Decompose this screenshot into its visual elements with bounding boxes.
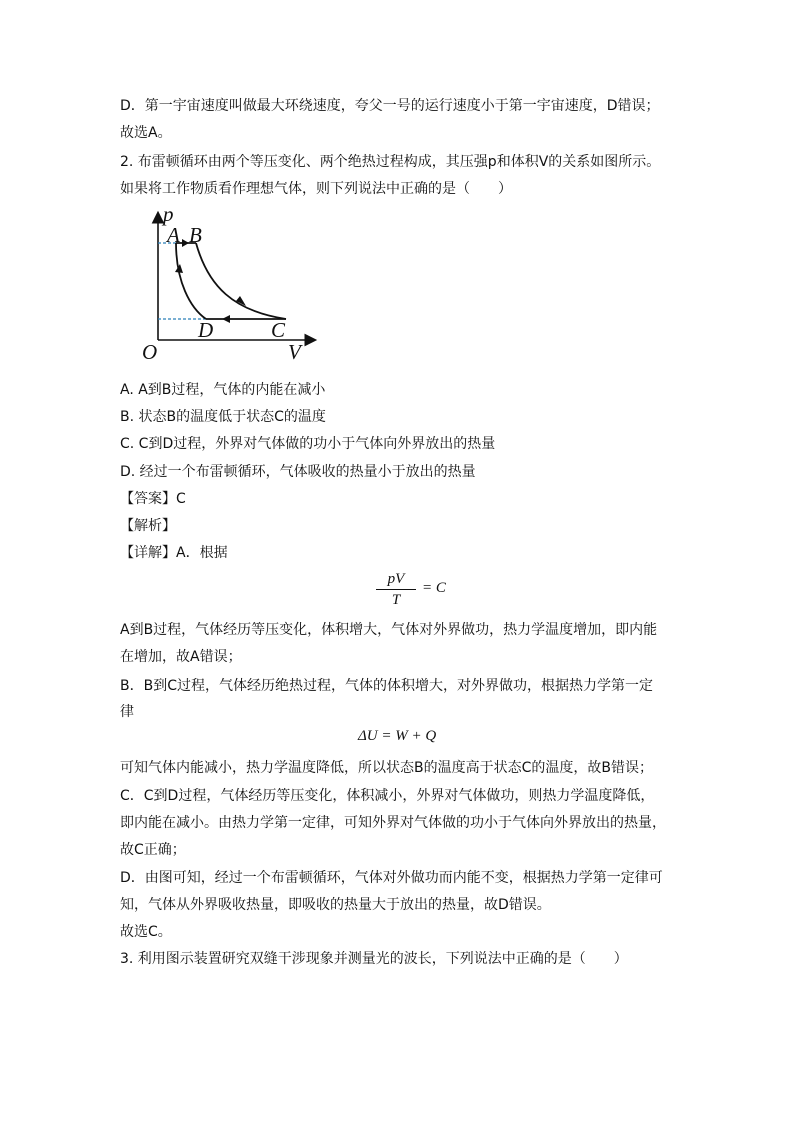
answer: 【答案】C xyxy=(120,491,186,507)
question-2-stem: 2. 布雷顿循环由两个等压变化、两个绝热过程构成，其压强p和体积V的关系如图所示。 xyxy=(120,154,661,170)
text-line: B．B到C过程，气体经历绝热过程，气体的体积增大，对外界做功，根据热力学第一定 xyxy=(120,678,653,694)
ideal-gas-equation xyxy=(372,570,420,609)
text-line: D．由图可知，经过一个布雷顿循环，气体对外做功而内能不变，根据热力学第一定律可 xyxy=(120,870,663,886)
option-a: A. A到B过程，气体的内能在减小 xyxy=(120,382,326,398)
equation-numerator: pV xyxy=(387,571,405,587)
fraction-bar xyxy=(376,589,416,590)
label-c: C xyxy=(271,318,286,342)
option-d: D. 经过一个布雷顿循环，气体吸收的热量小于放出的热量 xyxy=(120,464,476,480)
text-line: 故选C。 xyxy=(120,924,172,940)
curve-d-a xyxy=(176,243,206,319)
text-line: D．第一宇宙速度叫做最大环绕速度，夸父一号的运行速度小于第一宇宙速度，D错误； xyxy=(120,98,660,114)
text-line: A到B过程，气体经历等压变化，体积增大，气体对外界做功，热力学温度增加，即内能 xyxy=(120,622,658,638)
equation-rhs: = C xyxy=(422,580,446,596)
text-line: 故C正确； xyxy=(120,842,186,858)
label-v: V xyxy=(288,340,301,364)
pv-diagram xyxy=(138,206,338,366)
label-o: O xyxy=(142,340,158,364)
label-a: A xyxy=(167,223,180,247)
option-c: C. C到D过程，外界对气体做的功小于气体向外界放出的热量 xyxy=(120,436,496,452)
text-line: 即内能在减小。由热力学第一定律，可知外界对气体做的功小于气体向外界放出的热量， xyxy=(120,815,666,831)
option-b: B. 状态B的温度低于状态C的温度 xyxy=(120,409,326,425)
text-line: 在增加，故A错误； xyxy=(120,649,242,665)
text-line: C．C到D过程，气体经历等压变化，体积减小，外界对气体做功，则热力学温度降低， xyxy=(120,788,655,804)
label-p: p xyxy=(163,206,174,226)
curve-b-c xyxy=(196,243,286,319)
text-line: 知，气体从外界吸收热量，即吸收的热量大于放出的热量，故D错误。 xyxy=(120,897,551,913)
question-2-stem: 如果将工作物质看作理想气体，则下列说法中正确的是（ ） xyxy=(120,181,512,197)
arrow-a-b xyxy=(182,239,189,247)
first-law-equation: ΔU = W + Q xyxy=(358,728,437,744)
text-line: 可知气体内能减小，热力学温度降低，所以状态B的温度高于状态C的温度，故B错误； xyxy=(120,760,653,776)
question-3-stem: 3. 利用图示装置研究双缝干涉现象并测量光的波长，下列说法中正确的是（ ） xyxy=(120,951,628,967)
label-b: B xyxy=(189,223,202,247)
text-line: 律 xyxy=(120,704,134,720)
label-d: D xyxy=(198,318,214,342)
detail-heading: 【详解】A．根据 xyxy=(120,545,228,561)
equation-denominator: T xyxy=(391,592,401,608)
arrow-d-a xyxy=(175,264,183,273)
arrow-c-d xyxy=(222,315,230,323)
text-line: 故选A。 xyxy=(120,125,172,141)
analysis-heading: 【解析】 xyxy=(120,518,176,534)
